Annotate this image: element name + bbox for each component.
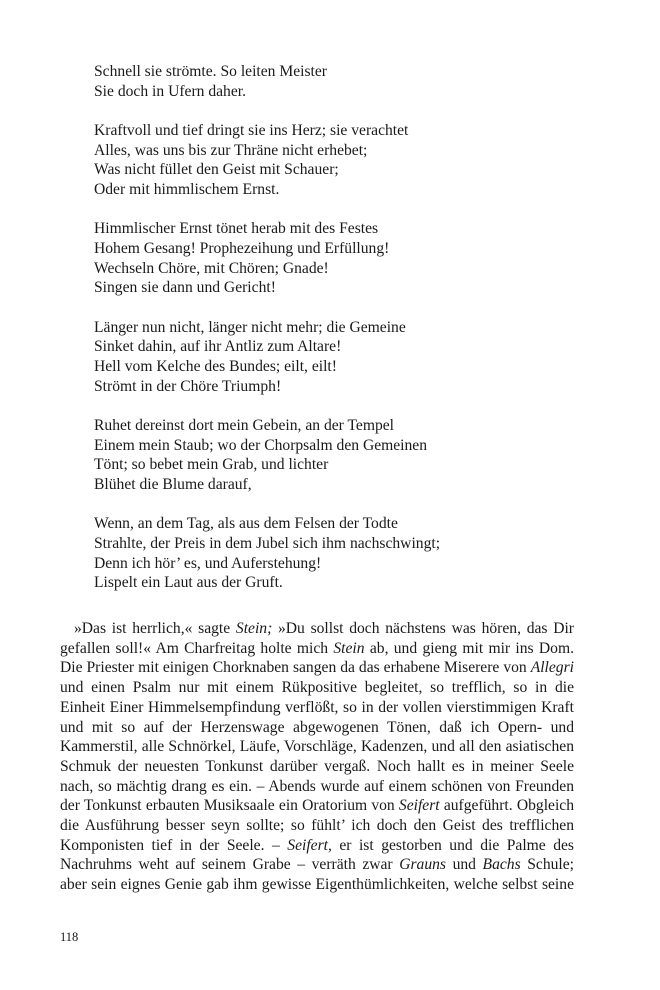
poem-line: Alles, was uns bis zur Thräne nicht erhebet; (94, 141, 368, 159)
name-stein: Stein (333, 639, 365, 657)
poem-stanza (94, 514, 574, 593)
text-run: »Das ist herrlich,« sagte (74, 620, 236, 637)
poem-line: Ruhet dereinst dort mein Gebein, an der Tempel (94, 416, 395, 434)
poem-line: Einem mein Staub; wo der Chorpsalm den Gemeinen (94, 436, 428, 454)
poem-line: Wenn, an dem Tag, als aus dem Felsen der Todte (94, 515, 398, 533)
poem-line: Tönt; so bebet mein Grab, und lichter (94, 456, 329, 474)
prose-paragraph (60, 619, 574, 895)
poem-line: Oder mit himmlischem Ernst. (94, 181, 280, 199)
text-run: und einen Psalm nur mit einem Rükpositive begleitet, so trefflich, so in die Einheit Einer Himmelsempfindung verflößt, so in der vollen vierstimmigen Kraft und mit so auf der Herzenswage abgewogenen Tönen, daß ich Opern- und Kammerstil, alle Schnörkel, Läufe, Vorschläge, Kadenzen, und all den asiatischen Schmuk der neuesten Tonkunst darüber vergaß. Noch hallt es in meiner Seele nach, so mächtig drang es ein. – Abends wurde auf einem schönen von Freunden der Tonkunst erbauten Musiksaale ein Oratorium von (60, 679, 574, 815)
name-seifert: Seifert (398, 797, 440, 815)
name-grauns: Grauns (399, 856, 446, 874)
poem-line: Denn ich hör’ es, und Auferstehung! (94, 554, 322, 572)
text-run: und (446, 856, 483, 874)
poem-stanza (94, 121, 574, 200)
poem-line: Schnell sie strömte. So leiten Meister (94, 63, 328, 80)
name-seifert: Seifert, (287, 836, 332, 854)
poem-line: Länger nun nicht, länger nicht mehr; die Gemeine (94, 318, 406, 336)
name-bachs: Bachs (482, 856, 521, 874)
page-number: 118 (60, 930, 79, 944)
poem-line: Hohem Gesang! Prophezeihung und Erfüllung! (94, 239, 390, 257)
name-allegri: Allegri (530, 659, 574, 677)
poem-line: Hell vom Kelche des Bundes; eilt, eilt! (94, 357, 337, 375)
text-run: ab, und gieng mit mir ins Dom. Die Priester mit einigen Chorknaben sangen da das erhabene Miserere von (60, 639, 574, 677)
text-run: er ist gestorben und die Palme des Nachruhms weht auf seinem Grabe – verräth zwar (60, 836, 574, 874)
poem-line: Wechseln Chöre, mit Chören; Gnade! (94, 259, 329, 277)
poem-line: Strahlte, der Preis in dem Jubel sich ihm nachschwingt; (94, 534, 441, 552)
text-run: aufgeführt. Obgleich die Ausführung besser seyn sollte; so fühlt’ ich doch den Geist des trefflichen Komponisten tief in der Seele. – (60, 797, 575, 854)
poem-line: Lispelt ein Laut aus der Gruft. (94, 574, 283, 592)
poem-line: Kraftvoll und tief dringt sie ins Herz; sie verachtet (94, 121, 409, 139)
poem-stanza (94, 416, 574, 495)
poem-line: Was nicht füllet den Geist mit Schauer; (94, 161, 339, 179)
paragraph-text (60, 619, 574, 895)
poem-line: Strömt in der Chöre Triumph! (94, 377, 282, 395)
name-stein: Stein; (235, 620, 273, 637)
poem (94, 62, 574, 612)
poem-line: Himmlischer Ernst tönet herab mit des Festes (94, 220, 379, 238)
poem-line: Sinket dahin, auf ihr Antliz zum Altare! (94, 338, 342, 356)
poem-stanza (94, 62, 574, 101)
text-run: Schule; aber sein eignes Genie gab ihm gewisse Eigenthümlichkeiten, welche selbst seine (60, 856, 575, 894)
poem-line: Blühet die Blume darauf, (94, 475, 252, 493)
poem-line: Sie doch in Ufern daher. (94, 82, 246, 100)
poem-stanza (94, 318, 574, 397)
poem-stanza (94, 219, 574, 298)
poem-line: Singen sie dann und Gericht! (94, 279, 276, 297)
text-run: »Du sollst doch nächstens was hören, das Dir gefallen soll!« Am Charfreitag holte mich (60, 620, 574, 657)
